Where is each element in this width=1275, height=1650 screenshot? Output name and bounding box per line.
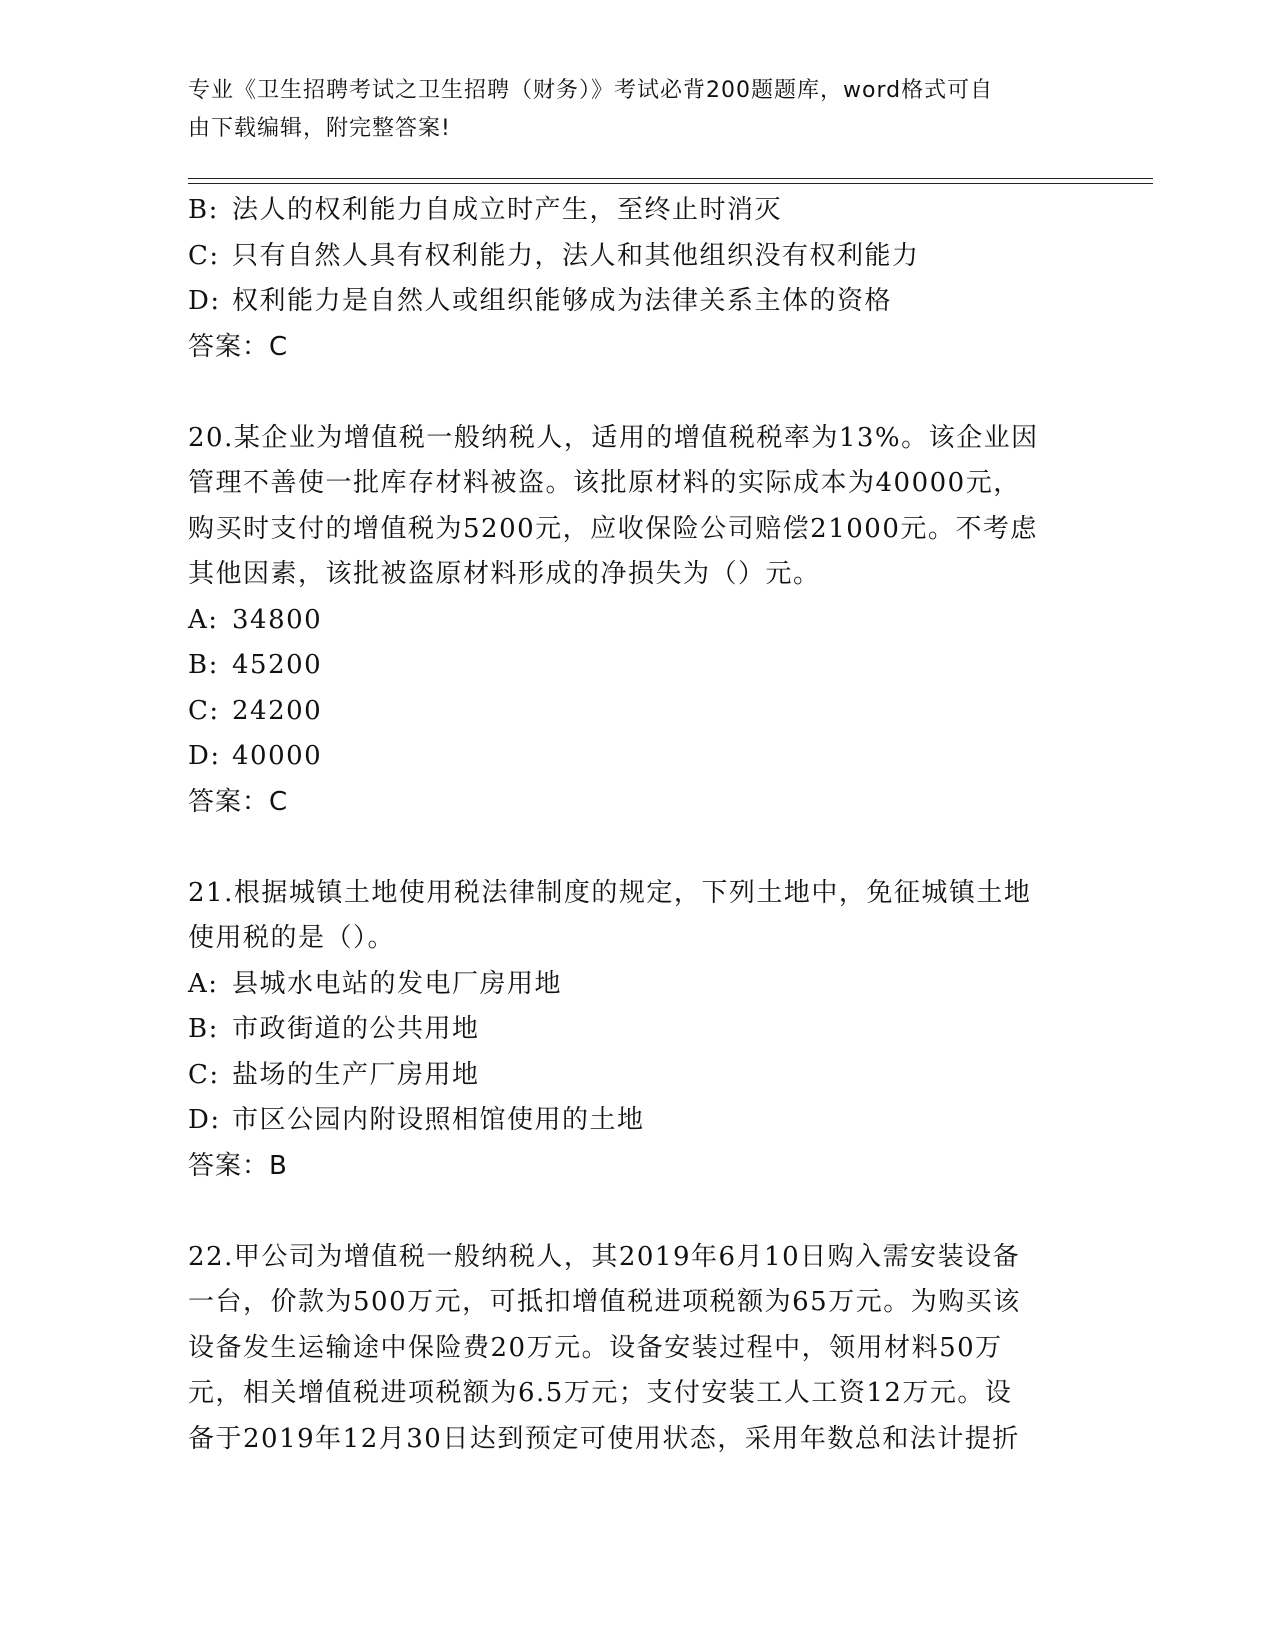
question-20	[188, 416, 1088, 826]
question-text-line: 20.某企业为增值税一般纳税人，适用的增值税税率为13%。该企业因	[188, 422, 1039, 453]
header-line-2: 由下载编辑，附完整答案!	[188, 116, 451, 141]
question-21	[188, 871, 1088, 1190]
option-c	[188, 234, 1088, 280]
option-text: 40000	[232, 741, 323, 771]
option-key: D:	[188, 1105, 221, 1135]
question-text-line: 22.甲公司为增值税一般纳税人，其2019年6月10日购入需安装设备	[188, 1241, 1021, 1272]
question-19	[188, 188, 1088, 370]
question-text-line: 元，相关增值税进项税额为6.5万元；支付安装工人工资12万元。设	[188, 1378, 1013, 1408]
option-key: C:	[188, 1059, 220, 1090]
option-d	[188, 1098, 1088, 1144]
option-text: 法人的权利能力自成立时产生，至终止时消灭	[232, 195, 783, 225]
option-text: 盐场的生产厂房用地	[232, 1059, 480, 1090]
option-key: C:	[188, 695, 220, 726]
option-key: A:	[188, 968, 219, 999]
option-text: 县城水电站的发电厂房用地	[232, 968, 563, 999]
option-text: 市区公园内附设照相馆使用的土地	[232, 1105, 645, 1135]
option-key: B:	[188, 650, 219, 680]
option-b	[188, 1007, 1088, 1053]
option-b	[188, 188, 1088, 234]
option-text: 权利能力是自然人或组织能够成为法律关系主体的资格	[232, 286, 893, 316]
answer: 答案：C	[188, 331, 289, 362]
spacer	[188, 1189, 1088, 1235]
answer: 答案：C	[188, 786, 289, 817]
option-d	[188, 279, 1088, 325]
option-key: C:	[188, 240, 220, 271]
document-body	[188, 188, 1088, 1462]
option-text: 24200	[232, 695, 323, 726]
spacer	[188, 825, 1088, 871]
question-text-line: 备于2019年12月30日达到预定可使用状态，采用年数总和法计提折	[188, 1423, 1020, 1454]
header-divider-top	[188, 178, 1153, 179]
option-text: 34800	[232, 604, 323, 635]
option-key: A:	[188, 604, 219, 635]
answer: 答案：B	[188, 1150, 288, 1181]
option-key: B:	[188, 1014, 219, 1044]
question-22	[188, 1235, 1088, 1463]
option-key: D:	[188, 286, 221, 316]
option-c	[188, 1053, 1088, 1099]
option-text: 只有自然人具有权利能力，法人和其他组织没有权利能力	[232, 240, 920, 271]
question-text-line: 购买时支付的增值税为5200元，应收保险公司赔偿21000元。不考虑	[188, 513, 1038, 544]
spacer	[188, 370, 1088, 416]
option-a	[188, 962, 1088, 1008]
option-b	[188, 643, 1088, 689]
question-text-line: 其他因素，该批被盗原材料形成的净损失为（）元。	[188, 559, 821, 589]
option-key: D:	[188, 741, 221, 771]
question-text-line: 21.根据城镇土地使用税法律制度的规定，下列土地中，免征城镇土地	[188, 877, 1032, 908]
question-text-line: 设备发生运输途中保险费20万元。设备安装过程中，领用材料50万	[188, 1332, 1003, 1363]
page-header	[188, 72, 1068, 148]
option-c	[188, 689, 1088, 735]
question-text-line: 管理不善使一批库存材料被盗。该批原材料的实际成本为40000元，	[188, 468, 1021, 498]
option-key: B:	[188, 195, 219, 225]
header-divider-bottom	[188, 183, 1153, 184]
question-text-line: 使用税的是（）。	[188, 923, 396, 953]
question-text-line: 一台，价款为500万元，可抵扣增值税进项税额为65万元。为购买该	[188, 1287, 1021, 1317]
option-d	[188, 734, 1088, 780]
header-line-1: 专业《卫生招聘考试之卫生招聘（财务）》考试必背200题题库，word格式可自	[188, 78, 994, 103]
option-text: 市政街道的公共用地	[232, 1014, 480, 1044]
option-a	[188, 598, 1088, 644]
option-text: 45200	[232, 650, 323, 680]
